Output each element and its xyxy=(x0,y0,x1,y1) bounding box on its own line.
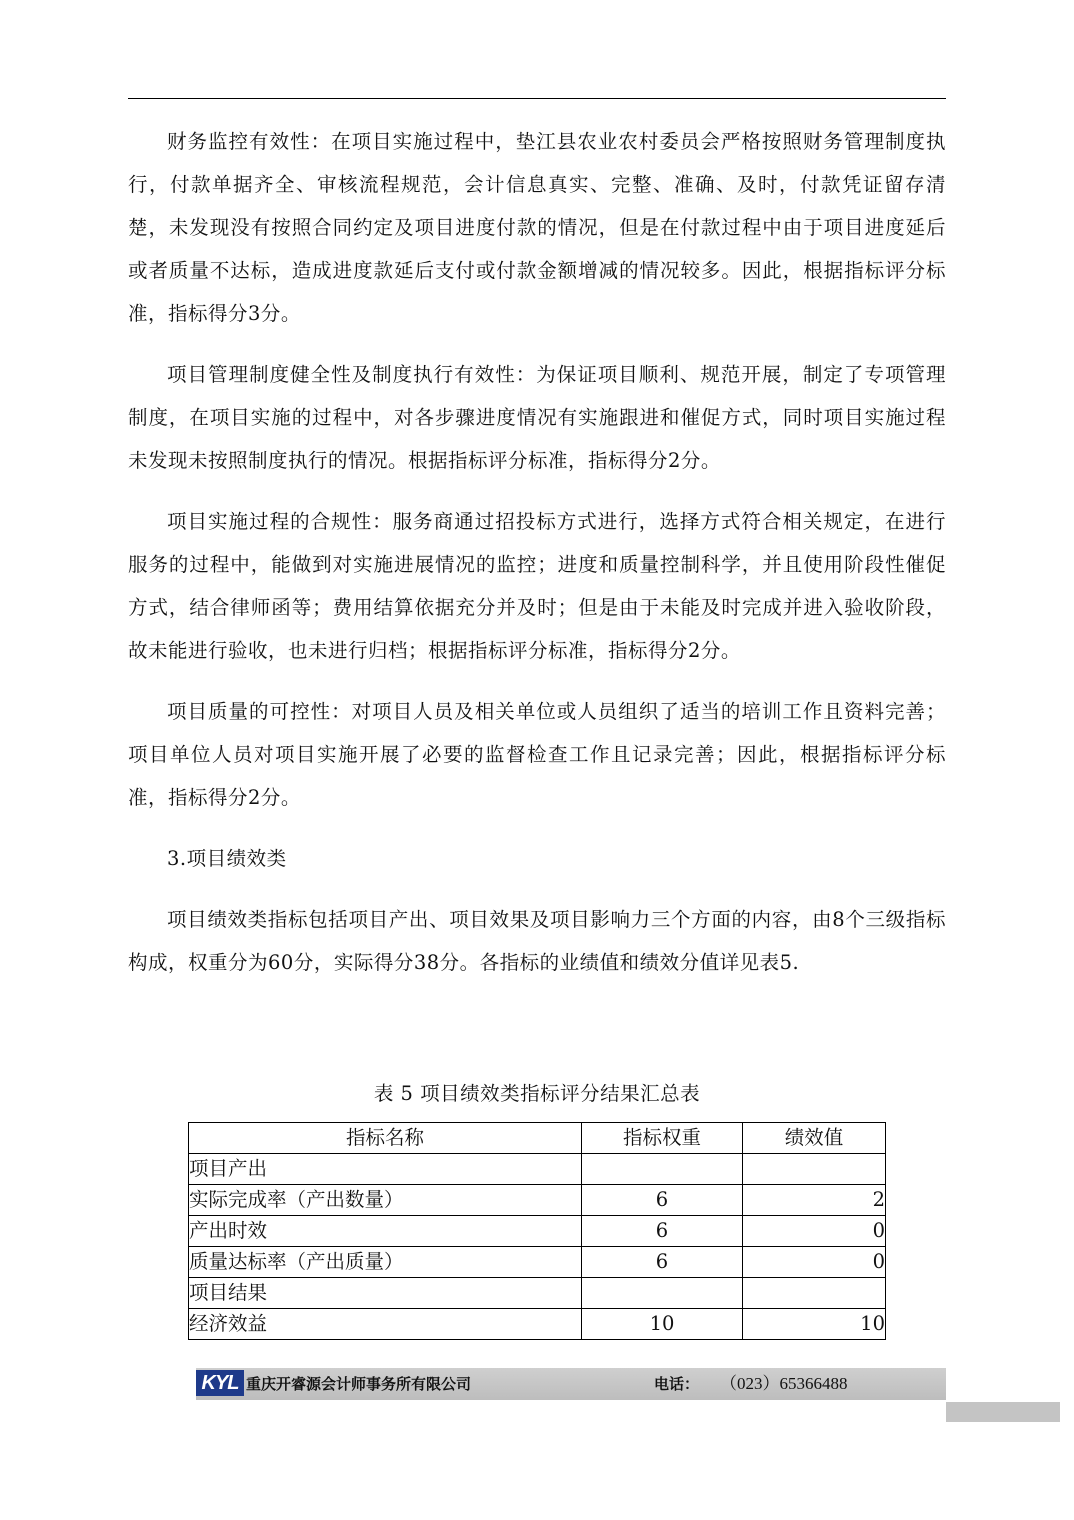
header-rule xyxy=(128,98,946,99)
header-indicator-name: 指标名称 xyxy=(189,1123,582,1154)
row-weight: 6 xyxy=(582,1216,743,1247)
footer-tab xyxy=(946,1402,1060,1422)
row-value: 0 xyxy=(743,1216,886,1247)
row-weight xyxy=(582,1278,743,1309)
paragraph-compliance: 项目实施过程的合规性：服务商通过招投标方式进行，选择方式符合相关规定，在进行服务的过程中，能做到对实施进展情况的监控；进度和质量控制科学，并且使用阶段性催促方式，结合律师函等；费用结算依据充分并及时；但是由于未能及时完成并进入验收阶段，故未能进行验收，也未进行归档；根据指标评分标准，指标得分2分。 xyxy=(128,510,946,662)
paragraph-quality-control: 项目质量的可控性：对项目人员及相关单位或人员组织了适当的培训工作且资料完善；项目单位人员对项目实施开展了必要的监督检查工作且记录完善；因此，根据指标评分标准，指标得分2分。 xyxy=(128,700,946,809)
header-value: 绩效值 xyxy=(743,1123,886,1154)
header-weight: 指标权重 xyxy=(582,1123,743,1154)
firm-logo: KYL xyxy=(196,1370,244,1396)
table-row xyxy=(189,1154,886,1185)
row-name: 项目结果 xyxy=(189,1278,582,1309)
paragraph-performance-summary: 项目绩效类指标包括项目产出、项目效果及项目影响力三个方面的内容，由8个三级指标构成，权重分为60分，实际得分38分。各指标的业绩值和绩效分值详见表5. xyxy=(128,908,946,974)
table-caption: 表 5 项目绩效类指标评分结果汇总表 xyxy=(373,1082,701,1105)
row-name: 经济效益 xyxy=(189,1309,582,1340)
row-name: 产出时效 xyxy=(189,1216,582,1247)
row-weight: 10 xyxy=(582,1309,743,1340)
table-row xyxy=(189,1247,886,1278)
row-value xyxy=(743,1278,886,1309)
table-header-row xyxy=(189,1123,886,1154)
phone-label: 电话： xyxy=(654,1375,700,1393)
row-weight: 6 xyxy=(582,1185,743,1216)
paragraph-financial-supervision: 财务监控有效性：在项目实施过程中，垫江县农业农村委员会严格按照财务管理制度执行，付款单据齐全、审核流程规范，会计信息真实、完整、准确、及时，付款凭证留存清楚，未发现没有按照合同约定及项目进度付款的情况，但是在付款过程中由于项目进度延后或者质量不达标，造成进度款延后支付或付款金额增减的情况较多。因此，根据指标评分标准，指标得分3分。 xyxy=(128,130,946,325)
row-value: 10 xyxy=(743,1309,886,1340)
document-body xyxy=(128,120,946,1002)
paragraph-management-system: 项目管理制度健全性及制度执行有效性：为保证项目顺利、规范开展，制定了专项管理制度，在项目实施的过程中，对各步骤进度情况有实施跟进和催促方式，同时项目实施过程未发现未按照制度执行的情况。根据指标评分标准，指标得分2分。 xyxy=(128,363,946,472)
row-name: 项目产出 xyxy=(189,1154,582,1185)
firm-name: 重庆开睿源会计师事务所有限公司 xyxy=(246,1375,472,1393)
row-weight: 6 xyxy=(582,1247,743,1278)
table-row xyxy=(189,1309,886,1340)
row-value: 0 xyxy=(743,1247,886,1278)
row-value xyxy=(743,1154,886,1185)
phone-number: （023）65366488 xyxy=(720,1374,848,1393)
row-weight xyxy=(582,1154,743,1185)
section-heading: 3.项目绩效类 xyxy=(167,847,287,870)
performance-table xyxy=(188,1122,886,1340)
table-row xyxy=(189,1278,886,1309)
table-row xyxy=(189,1216,886,1247)
row-name: 质量达标率（产出质量） xyxy=(189,1247,582,1278)
row-name: 实际完成率（产出数量） xyxy=(189,1185,582,1216)
table-row xyxy=(189,1185,886,1216)
row-value: 2 xyxy=(743,1185,886,1216)
